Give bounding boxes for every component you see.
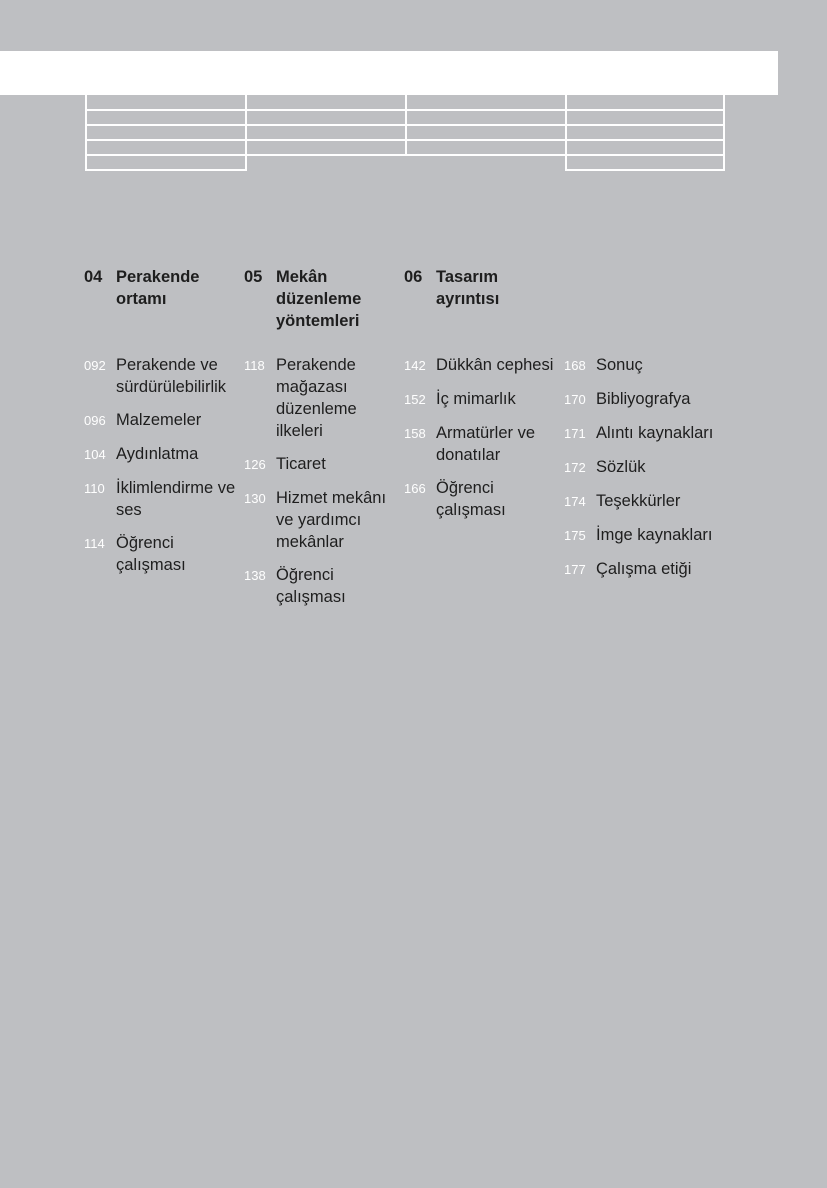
page-number: 104 (84, 447, 106, 462)
toc-entry[interactable] (84, 443, 236, 466)
toc-entry[interactable] (244, 354, 396, 442)
entry-title: Aydınlatma (116, 445, 199, 463)
toc-entry[interactable] (84, 409, 236, 432)
page-number: 126 (244, 457, 266, 472)
entry-title: Ticaret (276, 455, 326, 473)
toc-entry[interactable] (404, 354, 556, 377)
toc-entry[interactable] (564, 456, 716, 479)
page-number: 177 (564, 562, 586, 577)
toc-column-1 (84, 354, 236, 587)
page-number: 138 (244, 568, 266, 583)
toc-entry[interactable] (564, 422, 716, 445)
toc-entry[interactable] (84, 477, 236, 521)
section-heading-04 (84, 266, 236, 310)
page-number: 110 (84, 481, 105, 496)
page-number: 166 (404, 481, 426, 496)
page-number: 142 (404, 358, 426, 373)
toc-entry[interactable] (564, 558, 716, 581)
entry-title: Sözlük (596, 458, 646, 476)
toc-column-3 (404, 354, 556, 532)
toc-entry[interactable] (564, 490, 716, 513)
entry-title: Öğrenci çalışması (276, 566, 346, 606)
page-number: 152 (404, 392, 426, 407)
page-number: 096 (84, 413, 106, 428)
entry-title: Teşekkürler (596, 492, 681, 510)
toc-entry[interactable] (564, 354, 716, 377)
page-number: 092 (84, 358, 106, 373)
section-title: Tasarım ayrıntısı (436, 268, 500, 308)
toc-entry[interactable] (84, 354, 236, 398)
entry-title: Öğrenci çalışması (116, 534, 186, 574)
section-heading-05 (244, 266, 396, 332)
toc-entry[interactable] (244, 564, 396, 608)
toc-entry[interactable] (84, 532, 236, 576)
entry-title: Malzemeler (116, 411, 202, 429)
entry-title: Perakende ve sürdürülebilirlik (116, 356, 227, 396)
section-number: 05 (244, 268, 263, 286)
entry-title: Dükkân cephesi (436, 356, 554, 374)
toc-column-2 (244, 354, 396, 619)
entry-title: İç mimarlık (436, 390, 516, 408)
section-title: Perakende ortamı (116, 268, 200, 308)
entry-title: Çalışma etiği (596, 560, 692, 578)
toc-entry[interactable] (404, 422, 556, 466)
section-title: Mekân düzenleme yöntemleri (276, 268, 362, 330)
toc-column-4 (564, 354, 716, 592)
toc-entry[interactable] (244, 453, 396, 476)
page-number: 170 (564, 392, 586, 407)
page-number: 174 (564, 494, 586, 509)
entry-title: Alıntı kaynakları (596, 424, 714, 442)
page-number: 168 (564, 358, 586, 373)
page-number: 114 (84, 536, 105, 551)
entry-title: Armatürler ve donatılar (436, 424, 536, 464)
toc-entry[interactable] (404, 388, 556, 411)
page-number: 175 (564, 528, 586, 543)
entry-title: İklimlendirme ve ses (116, 479, 236, 519)
section-number: 04 (84, 268, 103, 286)
toc-entry[interactable] (564, 524, 716, 547)
section-number: 06 (404, 268, 423, 286)
page-number: 130 (244, 491, 266, 506)
page-number: 171 (564, 426, 586, 441)
page-number: 172 (564, 460, 586, 475)
toc-entry[interactable] (404, 477, 556, 521)
page-number: 118 (244, 358, 265, 373)
page-number: 158 (404, 426, 426, 441)
toc-entry[interactable] (244, 487, 396, 553)
index-line-grid (0, 0, 827, 200)
entry-title: Sonuç (596, 356, 643, 374)
entry-title: İmge kaynakları (596, 526, 713, 544)
entry-title: Bibliyografya (596, 390, 691, 408)
entry-title: Hizmet mekânı ve yardımcı mekânlar (276, 489, 387, 551)
entry-title: Öğrenci çalışması (436, 479, 506, 519)
toc-entry[interactable] (564, 388, 716, 411)
entry-title: Perakende mağazası düzenleme ilkeleri (276, 356, 357, 440)
section-heading-06 (404, 266, 556, 310)
